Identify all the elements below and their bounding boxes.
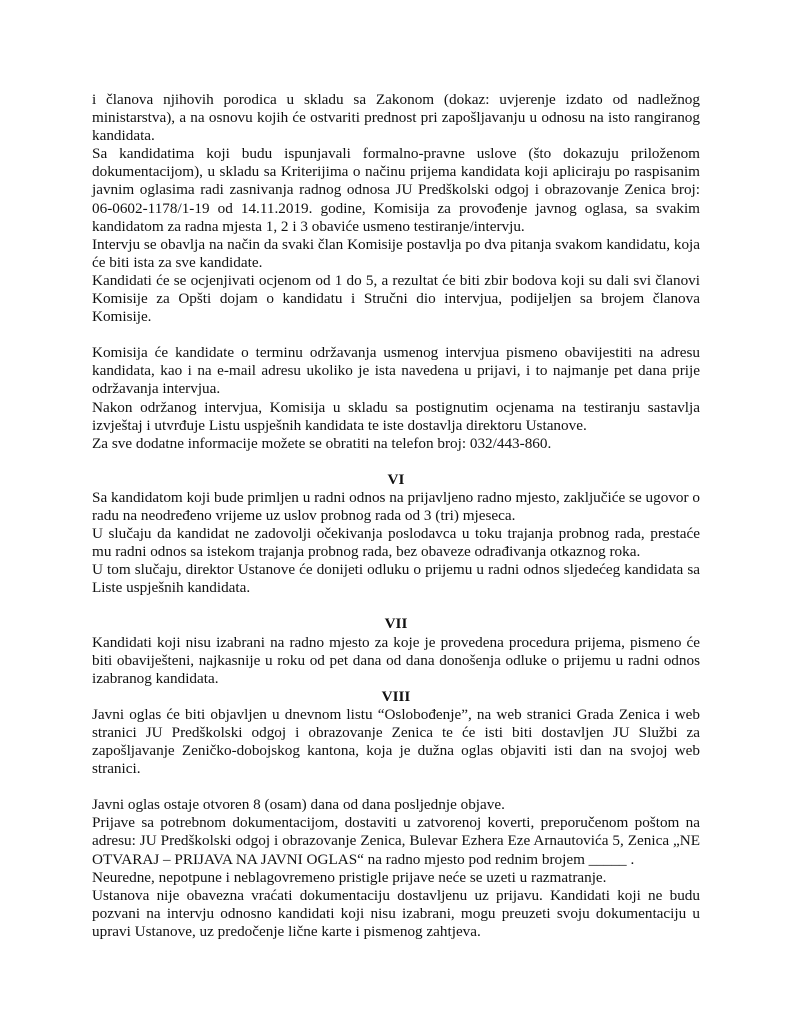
spacer xyxy=(92,778,700,796)
section-heading-vi: VI xyxy=(387,470,405,488)
paragraph: Neuredne, nepotpune i neblagovremeno pristigle prijave neće se uzeti u razmatranje. xyxy=(92,868,607,886)
section-heading-vii: VII xyxy=(384,615,408,633)
spacer xyxy=(92,597,700,615)
spacer xyxy=(92,326,700,344)
paragraph: U slučaju da kandidat ne zadovolji očekivanja poslodavca u toku trajanja probnog rada, prestaće mu radni odnos sa istekom trajanja probnog rada, bez obaveze odrađivanja otkaznog roka. xyxy=(92,525,700,561)
paragraph: i članova njihovih porodica u skladu sa Zakonom (dokaz: uvjerenje izdato od nadležnog ministarstva), a na osnovu kojih će ostvariti prednost pri zapošljavanju u odnosu na isto rangiranog kandidata. xyxy=(92,91,700,145)
paragraph: Prijave sa potrebnom dokumentacijom, dostaviti u zatvorenoj koverti, preporučenom poštom na adresu: JU Predškolski odgoj i obrazovanje Zenica, Bulevar Ezhera Eze Arnautovića 5, Zenica „NE OTVARAJ – PRIJAVA NA JAVNI OGLAS“ na radno mjesto pod rednim brojem _____ . xyxy=(92,814,700,868)
paragraph: Javni oglas ostaje otvoren 8 (osam) dana od dana posljednje objave. xyxy=(92,796,505,814)
section-heading-viii: VIII xyxy=(381,687,411,705)
paragraph: Sa kandidatima koji budu ispunjavali formalno-pravne uslove (što dokazuju priloženom dokumentacijom), u skladu sa Kriterijima o načinu prijema kandidata koji apliciraju po raspisanim javnim oglasima radi zasnivanja radnog odnosa JU Predškolski odgoj i obrazovanje Zenica broj: 06-0602-1178/1-19 od 14.11.2019. godine, Komisija za provođenje javnog oglasa, sa svakim kandidatom za radna mjesta 1, 2 i 3 obaviće usmeno testiranje/intervju. xyxy=(92,145,700,235)
paragraph: Za sve dodatne informacije možete se obratiti na telefon broj: 032/443-860. xyxy=(92,434,552,452)
document-page xyxy=(92,91,700,941)
paragraph: Intervju se obavlja na način da svaki član Komisije postavlja po dva pitanja svakom kandidatu, koja će biti ista za sve kandidate. xyxy=(92,235,700,271)
paragraph: Javni oglas će biti objavljen u dnevnom listu “Oslobođenje”, na web stranici Grada Zenica i web stranici JU Predškolski odgoj i obrazovanje Zenica te će isti biti dostavljen JU Službi za zapošljavanje Zeničko-dobojskog kantona, koja je dužna oglas objaviti isti dan na svojoj web stranici. xyxy=(92,705,700,778)
spacer xyxy=(92,453,700,471)
paragraph: Sa kandidatom koji bude primljen u radni odnos na prijavljeno radno mjesto, zaključiće se ugovor o radu na neodređeno vrijeme uz uslov probnog rada od 3 (tri) mjeseca. xyxy=(92,488,700,524)
paragraph: Ustanova nije obavezna vraćati dokumentaciju dostavljenu uz prijavu. Kandidati koji ne budu pozvani na intervju odnosno kandidati koji nisu izabrani, mogu preuzeti svoju dokumentaciju u upravi Ustanove, uz predočenje lične karte i pismenog zahtjeva. xyxy=(92,886,700,940)
paragraph: Kandidati će se ocjenjivati ocjenom od 1 do 5, a rezultat će biti zbir bodova koji su dali svi članovi Komisije za Opšti dojam o kandidatu i Stručni dio intervjua, podijeljen sa brojem članova Komisije. xyxy=(92,271,700,326)
paragraph: Nakon održanog intervjua, Komisija u skladu sa postignutim ocjenama na testiranju sastavlja izvještaj i utvrđuje Listu uspješnih kandidata te iste dostavlja direktoru Ustanove. xyxy=(92,398,700,434)
paragraph: Komisija će kandidate o terminu održavanja usmenog intervjua pismeno obavijestiti na adresu kandidata, kao i na e-mail adresu ukoliko je ista navedena u prijavi, i to najmanje pet dana prije održavanja intervjua. xyxy=(92,344,700,398)
paragraph: Kandidati koji nisu izabrani na radno mjesto za koje je provedena procedura prijema, pismeno će biti obaviješteni, najkasnije u roku od pet dana od dana donošenja odluke o prijemu u radni odnos izabranog kandidata. xyxy=(92,633,700,687)
paragraph: U tom slučaju, direktor Ustanove će donijeti odluku o prijemu u radni odnos sljedećeg kandidata sa Liste uspješnih kandidata. xyxy=(92,561,700,597)
